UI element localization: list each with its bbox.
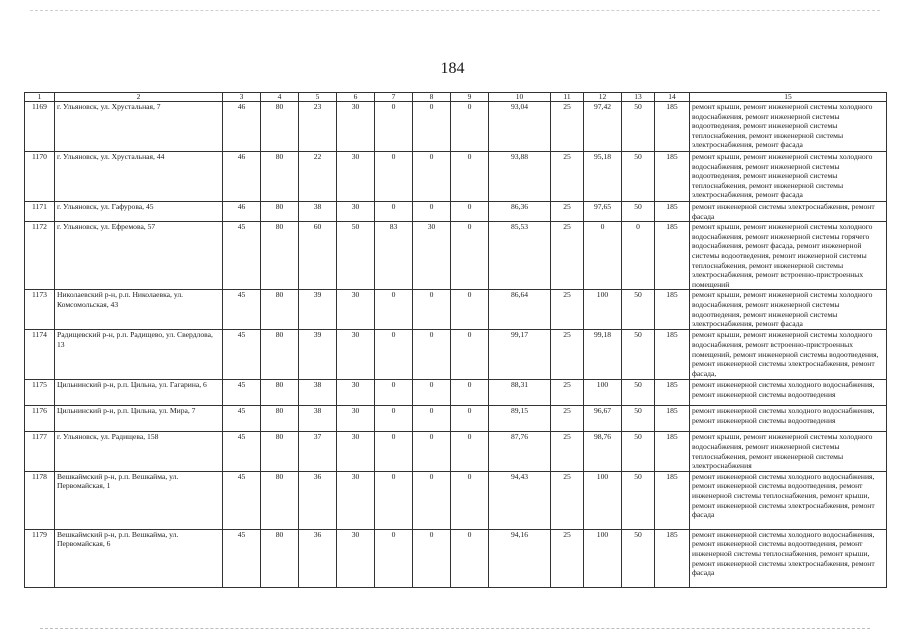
value-cell: 45: [223, 330, 261, 380]
value-cell: 50: [622, 406, 655, 432]
value-cell: 80: [261, 152, 299, 202]
address-cell: Вешкаймский р-н, р.п. Вешкайма, ул. Первомайская, 6: [55, 529, 223, 587]
value-cell: 185: [655, 202, 690, 222]
value-cell: 46: [223, 152, 261, 202]
address-cell: Радищевский р-н, р.п. Радищево, ул. Свердлова, 13: [55, 330, 223, 380]
value-cell: 0: [413, 380, 451, 406]
address-cell: Цильнинский р-н, р.п. Цильна, ул. Гагарина, 6: [55, 380, 223, 406]
row-number-cell: 1179: [25, 529, 55, 587]
value-cell: 185: [655, 432, 690, 471]
row-number-cell: 1176: [25, 406, 55, 432]
value-cell: 30: [337, 380, 375, 406]
value-cell: 100: [584, 290, 622, 330]
works-cell: ремонт крыши, ремонт инженерной системы холодного водоснабжения, ремонт инженерной системы водоотведения, ремонт инженерной системы теплоснабжения, ремонт инженерной системы электроснабжения, ремонт фасада: [690, 102, 887, 152]
column-number-15: 15: [690, 93, 887, 102]
value-cell: 0: [413, 330, 451, 380]
value-cell: 25: [551, 380, 584, 406]
works-cell: ремонт крыши, ремонт инженерной системы холодного водоснабжения, ремонт встроенно-пристроенных помещений, ремонт инженерной системы водоотведения, ремонт инженерной системы электроснабжения, ремонт фасада,: [690, 330, 887, 380]
value-cell: 80: [261, 432, 299, 471]
value-cell: 30: [337, 432, 375, 471]
value-cell: 80: [261, 202, 299, 222]
works-cell: ремонт крыши, ремонт инженерной системы холодного водоснабжения, ремонт инженерной системы водоотведения, ремонт инженерной системы электроснабжения, ремонт фасада: [690, 290, 887, 330]
value-cell: 99,17: [489, 330, 551, 380]
column-number-9: 9: [451, 93, 489, 102]
value-cell: 80: [261, 290, 299, 330]
works-cell: ремонт крыши, ремонт инженерной системы холодного водоснабжения, ремонт инженерной системы горячего водоснабжения, ремонт фасада, ремонт инженерной системы водоотведения, ремонт инженерной системы теплоснабжения, ремонт инженерной системы электроснабжения, ремонт встроенно-пристроенных помещений: [690, 222, 887, 290]
value-cell: 0: [413, 432, 451, 471]
value-cell: 50: [622, 102, 655, 152]
value-cell: 0: [375, 202, 413, 222]
value-cell: 36: [299, 529, 337, 587]
scan-edge-bottom: [40, 628, 870, 629]
value-cell: 0: [375, 102, 413, 152]
table-row: [25, 330, 887, 380]
value-cell: 45: [223, 222, 261, 290]
value-cell: 0: [413, 529, 451, 587]
value-cell: 50: [337, 222, 375, 290]
value-cell: 25: [551, 471, 584, 529]
value-cell: 25: [551, 202, 584, 222]
address-cell: г. Ульяновск, ул. Ефремова, 57: [55, 222, 223, 290]
works-cell: ремонт крыши, ремонт инженерной системы холодного водоснабжения, ремонт инженерной системы водоотведения, ремонт инженерной системы теплоснабжения, ремонт инженерной системы электроснабжения, ремонт фасада: [690, 152, 887, 202]
value-cell: 50: [622, 330, 655, 380]
address-cell: г. Ульяновск, ул. Радищева, 158: [55, 432, 223, 471]
column-number-3: 3: [223, 93, 261, 102]
value-cell: 25: [551, 330, 584, 380]
value-cell: 185: [655, 380, 690, 406]
value-cell: 80: [261, 406, 299, 432]
value-cell: 37: [299, 432, 337, 471]
value-cell: 0: [451, 529, 489, 587]
value-cell: 30: [337, 290, 375, 330]
value-cell: 0: [375, 380, 413, 406]
register-table: [24, 92, 887, 588]
column-number-7: 7: [375, 93, 413, 102]
row-number-cell: 1178: [25, 471, 55, 529]
works-cell: ремонт инженерной системы холодного водоснабжения, ремонт инженерной системы водоотведения: [690, 406, 887, 432]
table-row: [25, 102, 887, 152]
row-number-cell: 1171: [25, 202, 55, 222]
value-cell: 185: [655, 222, 690, 290]
value-cell: 0: [375, 290, 413, 330]
table-row: [25, 471, 887, 529]
address-cell: Вешкаймский р-н, р.п. Вешкайма, ул. Первомайская, 1: [55, 471, 223, 529]
value-cell: 85,53: [489, 222, 551, 290]
value-cell: 0: [375, 152, 413, 202]
value-cell: 45: [223, 290, 261, 330]
value-cell: 95,18: [584, 152, 622, 202]
table-row: [25, 202, 887, 222]
column-number-5: 5: [299, 93, 337, 102]
value-cell: 0: [451, 202, 489, 222]
value-cell: 0: [375, 529, 413, 587]
value-cell: 97,42: [584, 102, 622, 152]
value-cell: 50: [622, 380, 655, 406]
address-cell: г. Ульяновск, ул. Гафурова, 45: [55, 202, 223, 222]
value-cell: 45: [223, 432, 261, 471]
value-cell: 25: [551, 290, 584, 330]
column-number-6: 6: [337, 93, 375, 102]
value-cell: 50: [622, 152, 655, 202]
value-cell: 83: [375, 222, 413, 290]
works-cell: ремонт инженерной системы холодного водоснабжения, ремонт инженерной системы водоотведения, ремонт инженерной системы теплоснабжения, ремонт крыши, ремонт инженерной системы электроснабжения, ремонт фасада: [690, 529, 887, 587]
value-cell: 0: [622, 222, 655, 290]
value-cell: 185: [655, 330, 690, 380]
value-cell: 80: [261, 529, 299, 587]
value-cell: 50: [622, 202, 655, 222]
value-cell: 25: [551, 432, 584, 471]
value-cell: 25: [551, 102, 584, 152]
value-cell: 50: [622, 471, 655, 529]
value-cell: 38: [299, 202, 337, 222]
row-number-cell: 1169: [25, 102, 55, 152]
value-cell: 0: [584, 222, 622, 290]
row-number-cell: 1172: [25, 222, 55, 290]
value-cell: 0: [413, 290, 451, 330]
table-row: [25, 432, 887, 471]
value-cell: 80: [261, 471, 299, 529]
value-cell: 0: [451, 290, 489, 330]
value-cell: 86,36: [489, 202, 551, 222]
value-cell: 93,88: [489, 152, 551, 202]
value-cell: 0: [413, 152, 451, 202]
value-cell: 39: [299, 330, 337, 380]
value-cell: 46: [223, 202, 261, 222]
value-cell: 30: [337, 471, 375, 529]
column-number-8: 8: [413, 93, 451, 102]
value-cell: 96,67: [584, 406, 622, 432]
value-cell: 80: [261, 380, 299, 406]
value-cell: 0: [413, 406, 451, 432]
works-cell: ремонт крыши, ремонт инженерной системы холодного водоснабжения, ремонт инженерной системы теплоснабжения, ремонт инженерной системы электроснабжения: [690, 432, 887, 471]
value-cell: 38: [299, 406, 337, 432]
value-cell: 0: [451, 471, 489, 529]
value-cell: 185: [655, 471, 690, 529]
scan-edge-top: [30, 10, 880, 11]
value-cell: 100: [584, 471, 622, 529]
column-number-13: 13: [622, 93, 655, 102]
value-cell: 0: [375, 432, 413, 471]
value-cell: 0: [451, 152, 489, 202]
value-cell: 38: [299, 380, 337, 406]
table-row: [25, 222, 887, 290]
value-cell: 25: [551, 529, 584, 587]
table-row: [25, 152, 887, 202]
row-number-cell: 1173: [25, 290, 55, 330]
value-cell: 185: [655, 290, 690, 330]
value-cell: 25: [551, 406, 584, 432]
column-number-2: 2: [55, 93, 223, 102]
value-cell: 80: [261, 222, 299, 290]
value-cell: 25: [551, 222, 584, 290]
value-cell: 0: [451, 432, 489, 471]
value-cell: 30: [337, 529, 375, 587]
value-cell: 45: [223, 471, 261, 529]
column-number-12: 12: [584, 93, 622, 102]
row-number-cell: 1175: [25, 380, 55, 406]
works-cell: ремонт инженерной системы холодного водоснабжения, ремонт инженерной системы водоотведения, ремонт инженерной системы теплоснабжения, ремонт крыши, ремонт инженерной системы электроснабжения, ремонт фасада: [690, 471, 887, 529]
value-cell: 50: [622, 290, 655, 330]
value-cell: 30: [337, 406, 375, 432]
value-cell: 0: [413, 202, 451, 222]
value-cell: 185: [655, 152, 690, 202]
column-number-row: [25, 93, 887, 102]
row-number-cell: 1177: [25, 432, 55, 471]
value-cell: 0: [451, 222, 489, 290]
column-number-4: 4: [261, 93, 299, 102]
value-cell: 60: [299, 222, 337, 290]
value-cell: 86,64: [489, 290, 551, 330]
value-cell: 36: [299, 471, 337, 529]
value-cell: 46: [223, 102, 261, 152]
value-cell: 0: [375, 471, 413, 529]
table-row: [25, 290, 887, 330]
value-cell: 30: [337, 202, 375, 222]
value-cell: 94,16: [489, 529, 551, 587]
value-cell: 22: [299, 152, 337, 202]
value-cell: 30: [337, 152, 375, 202]
value-cell: 25: [551, 152, 584, 202]
value-cell: 87,76: [489, 432, 551, 471]
value-cell: 100: [584, 380, 622, 406]
value-cell: 185: [655, 406, 690, 432]
value-cell: 0: [451, 380, 489, 406]
value-cell: 45: [223, 380, 261, 406]
value-cell: 0: [451, 102, 489, 152]
value-cell: 0: [375, 406, 413, 432]
value-cell: 98,76: [584, 432, 622, 471]
address-cell: Николаевский р-н, р.п. Николаевка, ул. Комсомольская, 43: [55, 290, 223, 330]
value-cell: 30: [413, 222, 451, 290]
column-number-14: 14: [655, 93, 690, 102]
value-cell: 80: [261, 102, 299, 152]
value-cell: 45: [223, 406, 261, 432]
value-cell: 0: [375, 330, 413, 380]
table-row: [25, 380, 887, 406]
column-number-10: 10: [489, 93, 551, 102]
value-cell: 89,15: [489, 406, 551, 432]
page-number: 184: [440, 60, 465, 77]
value-cell: 0: [413, 102, 451, 152]
value-cell: 93,04: [489, 102, 551, 152]
table-row: [25, 529, 887, 587]
column-number-11: 11: [551, 93, 584, 102]
value-cell: 80: [261, 330, 299, 380]
value-cell: 50: [622, 432, 655, 471]
value-cell: 185: [655, 529, 690, 587]
value-cell: 30: [337, 102, 375, 152]
row-number-cell: 1174: [25, 330, 55, 380]
address-cell: г. Ульяновск, ул. Хрустальная, 44: [55, 152, 223, 202]
works-cell: ремонт инженерной системы холодного водоснабжения, ремонт инженерной системы водоотведения: [690, 380, 887, 406]
works-cell: ремонт инженерной системы электроснабжения, ремонт фасада: [690, 202, 887, 222]
value-cell: 39: [299, 290, 337, 330]
value-cell: 0: [413, 471, 451, 529]
value-cell: 30: [337, 330, 375, 380]
address-cell: г. Ульяновск, ул. Хрустальная, 7: [55, 102, 223, 152]
value-cell: 23: [299, 102, 337, 152]
value-cell: 94,43: [489, 471, 551, 529]
value-cell: 97,65: [584, 202, 622, 222]
table-row: [25, 406, 887, 432]
value-cell: 45: [223, 529, 261, 587]
value-cell: 0: [451, 406, 489, 432]
value-cell: 185: [655, 102, 690, 152]
value-cell: 50: [622, 529, 655, 587]
value-cell: 100: [584, 529, 622, 587]
value-cell: 0: [451, 330, 489, 380]
row-number-cell: 1170: [25, 152, 55, 202]
value-cell: 99,18: [584, 330, 622, 380]
address-cell: Цильнинский р-н, р.п. Цильна, ул. Мира, 7: [55, 406, 223, 432]
value-cell: 88,31: [489, 380, 551, 406]
column-number-1: 1: [25, 93, 55, 102]
